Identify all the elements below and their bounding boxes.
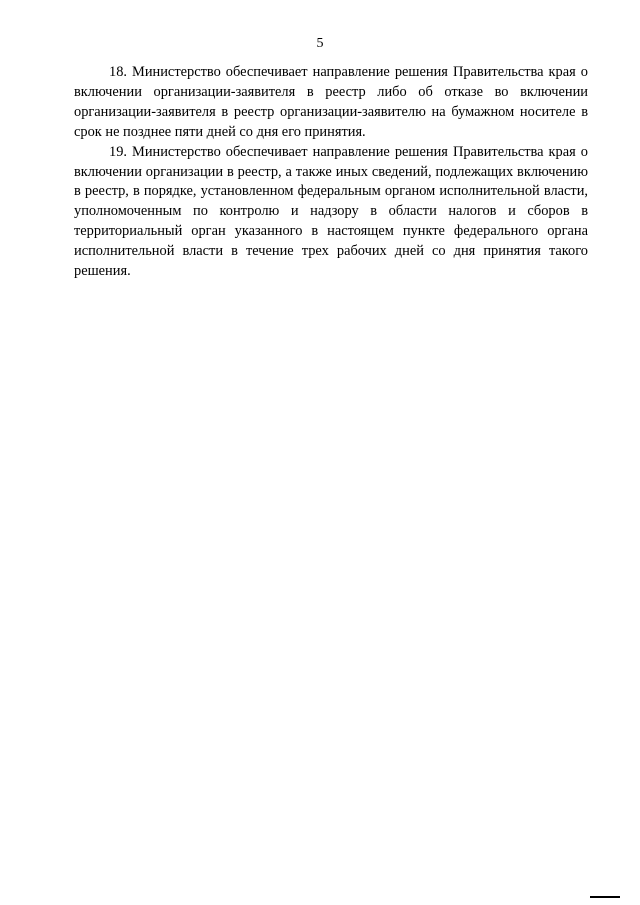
- document-body: [74, 63, 588, 282]
- paragraph-18: 18. Министерство обеспечивает направление решения Правительства края о включении организации-заявителя в реестр либо об отказе во включении организации-заявителя в реестр организации-заявителю на бумажном носителе в срок не позднее пяти дней со дня его принятия.: [74, 64, 588, 140]
- page-number: 5: [316, 36, 324, 51]
- paragraph-19: 19. Министерство обеспечивает направление решения Правительства края о включении организации в реестр, а также иных сведений, подлежащих включению в реестр, в порядке, установленном федеральным органом исполнительной власти, уполномоченным по контролю и надзору в области налогов и сборов в территориальный орган указанного в настоящем пункте федерального органа исполнительной власти в течение трех рабочих дней со дня принятия такого решения.: [74, 143, 588, 280]
- footer-rule: [590, 896, 620, 898]
